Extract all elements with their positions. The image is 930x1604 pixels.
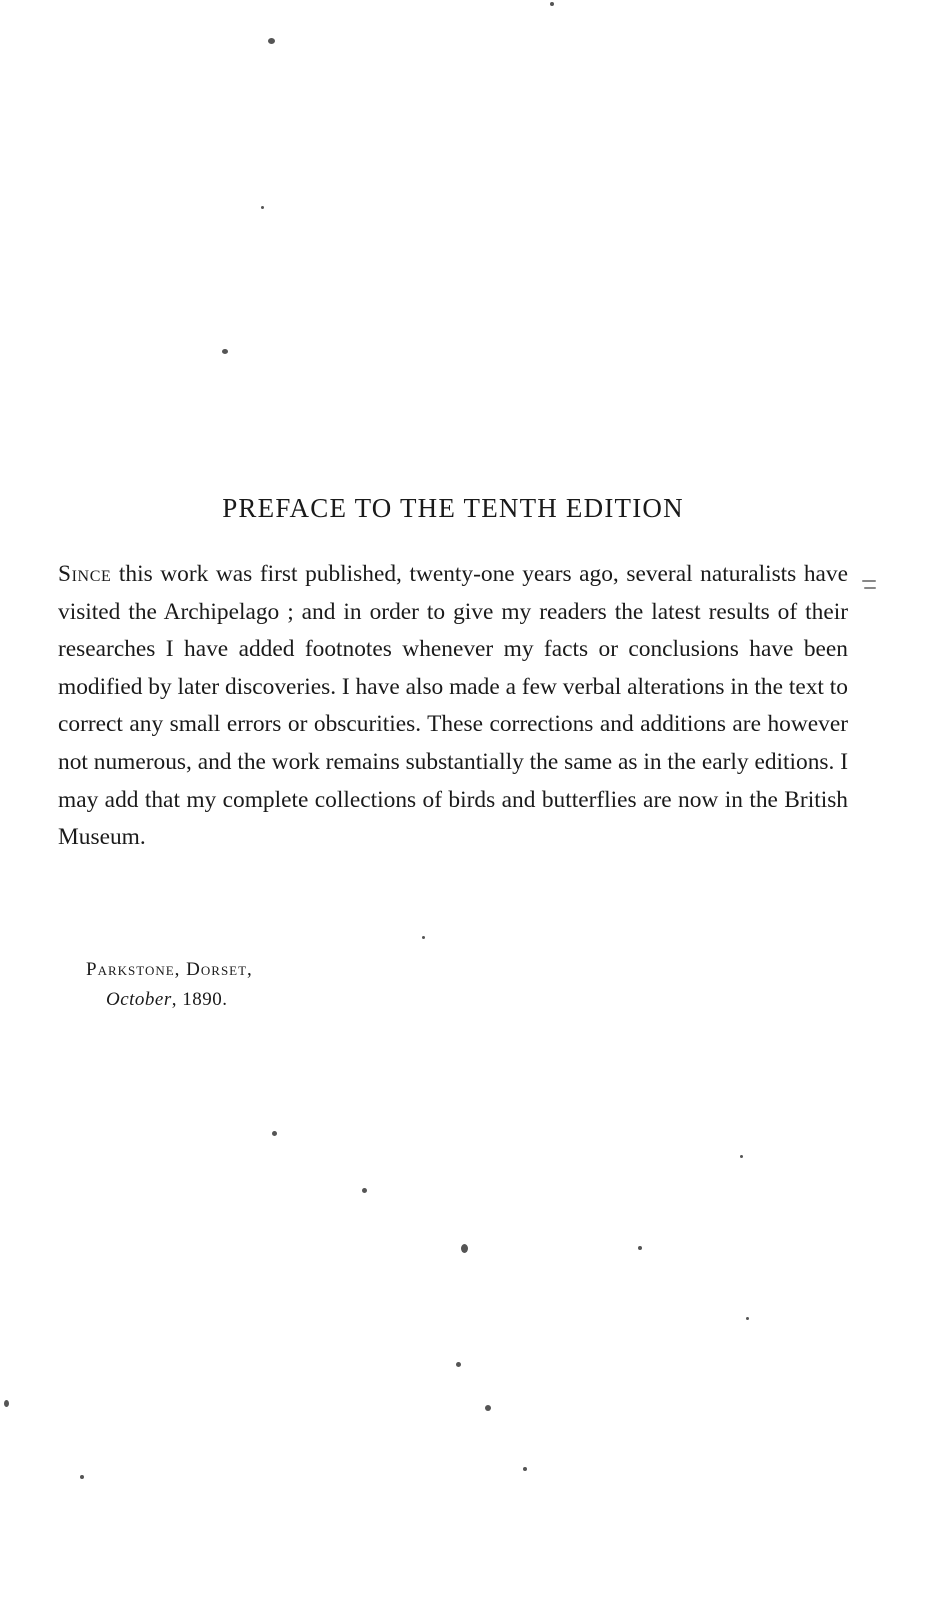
scan-speck	[862, 580, 876, 582]
scan-speck	[4, 1400, 9, 1407]
scan-speck	[272, 1131, 277, 1136]
scan-speck	[222, 349, 228, 354]
scan-speck	[746, 1317, 749, 1320]
scan-speck	[80, 1475, 84, 1479]
scan-speck	[268, 38, 275, 44]
signature-block	[86, 955, 253, 1015]
scan-speck	[485, 1405, 491, 1411]
scan-speck	[550, 2, 554, 6]
scan-speck	[422, 936, 425, 939]
signature-date	[86, 985, 253, 1015]
preface-heading: PREFACE TO THE TENTH EDITION	[222, 493, 684, 523]
scan-speck	[461, 1244, 468, 1253]
scan-speck	[456, 1362, 461, 1367]
scan-speck	[638, 1246, 642, 1250]
signature-place: Parkstone, Dorset,	[86, 959, 253, 980]
scan-speck	[261, 206, 264, 209]
signature-month: October	[106, 989, 172, 1010]
signature-year: , 1890.	[171, 989, 228, 1010]
scan-speck	[362, 1188, 367, 1193]
scan-speck	[523, 1467, 527, 1471]
paragraph-text: this work was first published, twenty-one years ago, several naturalists have visited the Archipelago ; and in order to give my readers the latest results of their researches I have added footnotes whenever my facts or conclusions have been modified by later discoveries. I have also made a few verbal alterations in the text to correct any small errors or obscurities. These corrections and additions are however not numerous, and the work remains substantially the same as in the early editions. I may add that my complete collections of birds and butterflies are now in the British Museum.	[58, 561, 848, 851]
scan-speck	[740, 1155, 743, 1158]
preface-paragraph	[58, 556, 848, 857]
lead-word: Since	[58, 561, 112, 587]
scan-speck	[864, 587, 876, 589]
